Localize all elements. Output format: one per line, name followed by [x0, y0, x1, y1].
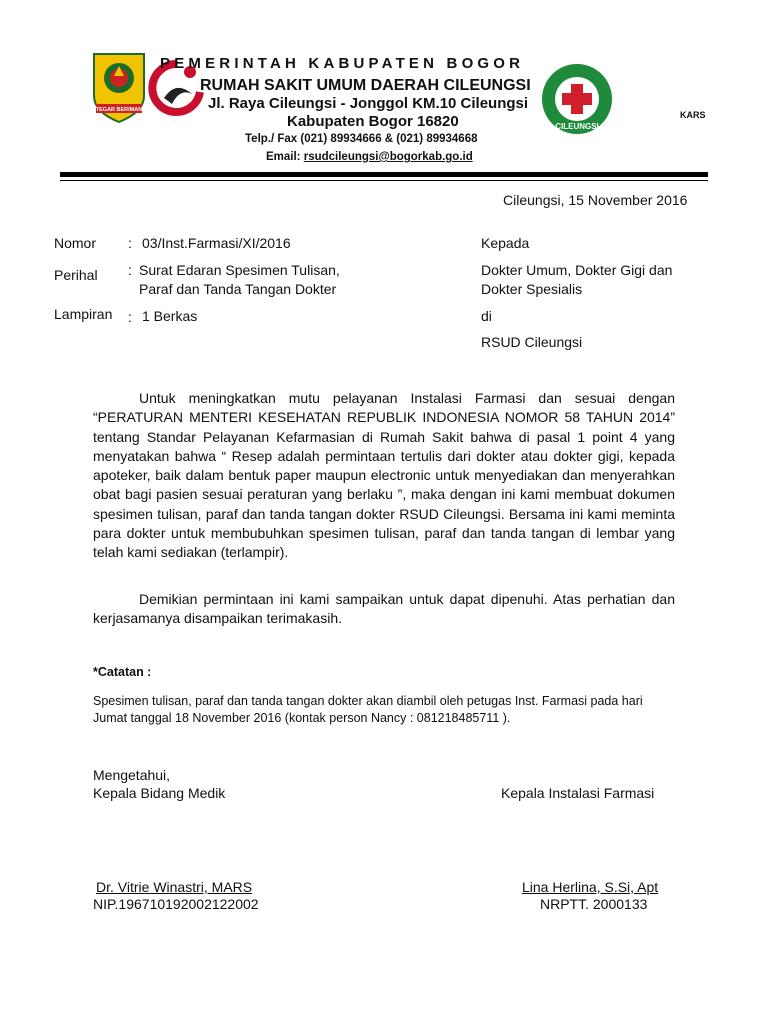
hospital-name: RUMAH SAKIT UMUM DAERAH CILEUNGSI: [200, 77, 531, 94]
kars-accreditation-logo: [540, 62, 614, 136]
body-paragraph-2: Demikian permintaan ini kami sampaikan untuk dapat dipenuhi. Atas perhatian dan kerjasamanya disampaikan terimakasih.: [93, 591, 675, 627]
recipient-place: RSUD Cileungsi: [481, 334, 583, 350]
hospital-city: Kabupaten Bogor 16820: [287, 113, 459, 130]
bogor-regency-logo: [90, 52, 148, 124]
left-signatory-position: Kepala Bidang Medik: [93, 785, 226, 801]
mengetahui-label: Mengetahui,: [93, 767, 171, 783]
government-name: PEMERINTAH KABUPATEN BOGOR: [160, 55, 525, 72]
letterhead-divider-thick: [60, 172, 708, 177]
lampiran-label: Lampiran: [54, 306, 113, 322]
recipient-line-1: Dokter Umum, Dokter Gigi dan: [481, 262, 673, 278]
perihal-value-line-1: Surat Edaran Spesimen Tulisan,: [139, 262, 340, 278]
right-signatory-id: NRPTT. 2000133: [540, 896, 648, 912]
hospital-email-line: [266, 151, 473, 163]
letterhead-divider-thin: [60, 180, 708, 181]
lampiran-value: 1 Berkas: [142, 308, 198, 324]
email-label: Email:: [266, 151, 304, 163]
bogor-logo-text: TEGAR BERIMAN: [95, 107, 143, 113]
note-body: Spesimen tulisan, paraf dan tanda tangan dokter akan diambil oleh petugas Inst. Farmasi pada hari Jumat tanggal 18 November 2016 (kontak person Nancy : 081218485711 ).: [93, 694, 643, 725]
perihal-label: Perihal: [54, 267, 98, 283]
email-link[interactable]: rsudcileungsi@bogorkab.go.id: [303, 151, 473, 163]
kars-logo-text: CILEUNGSI: [555, 122, 599, 131]
left-signatory-id: NIP.196710192002122002: [93, 896, 259, 912]
recipient-line-2: Dokter Spesialis: [481, 281, 583, 297]
di-label: di: [481, 308, 492, 324]
note-title: *Catatan :: [93, 665, 152, 679]
hospital-address: Jl. Raya Cileungsi - Jonggol KM.10 Cileungsi: [208, 95, 529, 112]
nomor-value: 03/Inst.Farmasi/XI/2016: [142, 235, 291, 251]
right-signatory-position: Kepala Instalasi Farmasi: [501, 785, 655, 801]
nomor-label: Nomor: [54, 235, 97, 251]
nomor-colon: :: [128, 235, 132, 251]
kars-label: KARS: [680, 110, 706, 120]
body-paragraph-1: Untuk meningkatkan mutu pelayanan Instalasi Farmasi dan sesuai dengan “PERATURAN MENTERI KESEHATAN REPUBLIK INDONESIA NOMOR 58 TAHUN 2014” tentang Standar Pelayanan Kefarmasian di Rumah Sakit bahwa di pasal 1 point 4 yang menyatakan bahwa “ Resep adalah permintaan tertulis dari dokter atau dokter gigi, kepada apoteker, baik dalam bentuk paper maupun electronic untuk menyediakan dan menyerahkan obat bagi pasien sesuai peraturan yang berlaku ”, maka dengan ini kami membuat dokumen spesimen tulisan, paraf dan tanda tangan dokter RSUD Cileungsi. Bersama ini kami meminta para dokter untuk membubuhkan spesimen tulisan, paraf dan tanda tangan di lembar yang telah kami sediakan (terlampir).: [93, 390, 675, 561]
kepada-label: Kepada: [481, 235, 530, 251]
perihal-colon: :: [128, 262, 132, 278]
letter-date: Cileungsi, 15 November 2016: [503, 192, 688, 208]
hospital-phone: Telp./ Fax (021) 89934666 & (021) 89934668: [245, 133, 478, 145]
lampiran-colon: :: [128, 309, 132, 325]
perihal-value-line-2: Paraf dan Tanda Tangan Dokter: [139, 281, 337, 297]
right-signatory-name: Lina Herlina, S.Si, Apt: [522, 879, 659, 895]
left-signatory-name: Dr. Vitrie Winastri, MARS: [96, 879, 253, 895]
